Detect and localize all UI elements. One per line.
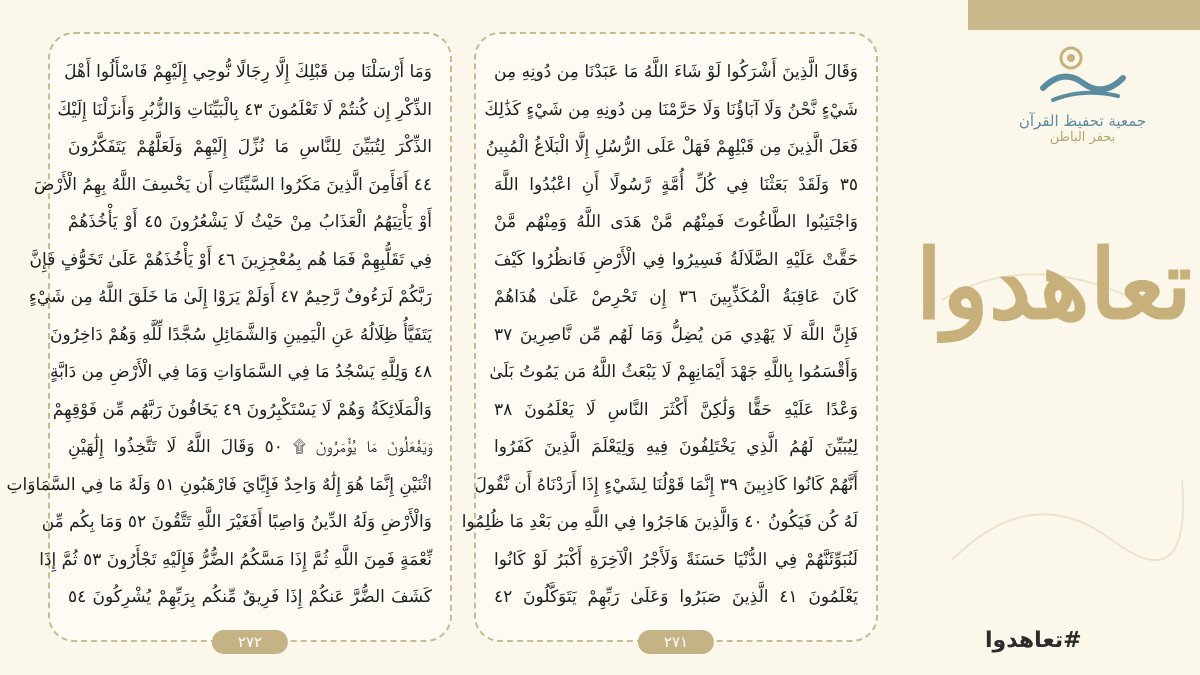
verse-line: شَيْءٍ نَّحْنُ وَلَا آبَاؤُنَا وَلَا حَرَّمْنَا مِن دُونِهِ مِن شَيْءٍ كَذَٰلِكَ bbox=[484, 99, 858, 120]
verse-line: ٣٥ وَلَقَدْ بَعَثْنَا فِي كُلِّ أُمَّةٍ رَّسُولًا أَنِ اعْبُدُوا اللَّهَ bbox=[494, 174, 858, 195]
verse-line: وَاجْتَنِبُوا الطَّاغُوتَ فَمِنْهُم مَّنْ هَدَى اللَّهُ وَمِنْهُم مَّنْ bbox=[494, 212, 858, 232]
verse-line: لِيُبَيِّنَ لَهُمُ الَّذِي يَخْتَلِفُونَ فِيهِ وَلِيَعْلَمَ الَّذِينَ كَفَرُوا bbox=[494, 437, 858, 457]
verse-line: أَنَّهُمْ كَانُوا كَاذِبِينَ ٣٩ إِنَّمَا قَوْلُنَا لِشَيْءٍ إِذَا أَرَدْنَاهُ أَن نَّقُولَ bbox=[474, 474, 858, 495]
verse-line: رَبَّكُمْ لَرَءُوفٌ رَّحِيمٌ ٤٧ أَوَلَمْ يَرَوْا إِلَىٰ مَا خَلَقَ اللَّهُ مِن شَيْءٍ bbox=[28, 287, 432, 307]
verse-line: أَوْ يَأْتِيَهُمُ الْعَذَابُ مِنْ حَيْثُ لَا يَشْعُرُونَ ٤٥ أَوْ يَأْخُذَهُمْ bbox=[68, 212, 432, 232]
org-logo bbox=[965, 38, 1200, 168]
verse-line: وَالْمَلَائِكَةُ وَهُمْ لَا يَسْتَكْبِرُونَ ٤٩ يَخَافُونَ رَبَّهُم مِّن فَوْقِهِمْ bbox=[52, 399, 432, 420]
verse-line: وَقَالَ الَّذِينَ أَشْرَكُوا لَوْ شَاءَ اللَّهُ مَا عَبَدْنَا مِن دُونِهِ مِن bbox=[494, 62, 858, 82]
verse-line: نِّعْمَةٍ فَمِنَ اللَّهِ ثُمَّ إِذَا مَسَّكُمُ الضُّرُّ فَإِلَيْهِ تَجْأَرُونَ ٥٣ ثُمَّ إِذَا bbox=[39, 549, 432, 570]
verse-line: ٤٨ وَلِلَّهِ يَسْجُدُ مَا فِي السَّمَاوَاتِ وَمَا فِي الْأَرْضِ مِن دَابَّةٍ bbox=[50, 362, 432, 382]
verse-line: الذِّكْرِ إِن كُنتُمْ لَا تَعْلَمُونَ ٤٣ بِالْبَيِّنَاتِ وَالزُّبُرِ وَأَنزَلْنَا إِلَيْكَ bbox=[57, 99, 432, 120]
page-number-left: ٢٧٢ bbox=[212, 630, 288, 654]
verse-line: اثْنَيْنِ إِنَّمَا هُوَ إِلَٰهٌ وَاحِدٌ فَإِيَّايَ فَارْهَبُونِ ٥١ وَلَهُ مَا فِي السَّمَاوَاتِ bbox=[6, 474, 432, 495]
verse-line: وَمَا أَرْسَلْنَا مِن قَبْلِكَ إِلَّا رِجَالًا نُّوحِي إِلَيْهِمْ فَاسْأَلُوا أَهْلَ bbox=[64, 62, 432, 82]
verse-line: وَيَفْعَلُونَ مَا يُؤْمَرُونَ ۩ ٥٠ وَقَالَ اللَّهُ لَا تَتَّخِذُوا إِلَٰهَيْنِ bbox=[68, 437, 432, 457]
org-city: بحفر الباطن bbox=[1049, 130, 1116, 145]
verse-line: وَعْدًا عَلَيْهِ حَقًّا وَلَٰكِنَّ أَكْثَرَ النَّاسِ لَا يَعْلَمُونَ ٣٨ bbox=[494, 399, 858, 420]
verse-line: وَالْأَرْضِ وَلَهُ الدِّينُ وَاصِبًا أَفَغَيْرَ اللَّهِ تَتَّقُونَ ٥٢ وَمَا بِكُم مِّن bbox=[41, 512, 432, 532]
org-name: جمعية تحفيظ القرآن bbox=[1018, 112, 1147, 130]
verse-lines-right bbox=[461, 54, 858, 617]
verse-line: فَإِنَّ اللَّهَ لَا يَهْدِي مَن يُضِلُّ وَمَا لَهُم مِّن نَّاصِرِينَ ٣٧ bbox=[494, 324, 858, 345]
verse-line: وَأَقْسَمُوا بِاللَّهِ جَهْدَ أَيْمَانِهِمْ لَا يَبْعَثُ اللَّهُ مَن يَمُوتُ بَلَىٰ bbox=[489, 362, 858, 382]
page-number-right: ٢٧١ bbox=[638, 630, 714, 654]
verse-line: كَانَ عَاقِبَةُ الْمُكَذِّبِينَ ٣٦ إِن تَحْرِصْ عَلَىٰ هُدَاهُمْ bbox=[494, 287, 858, 307]
verse-line: فَعَلَ الَّذِينَ مِن قَبْلِهِمْ فَهَلْ عَلَى الرُّسُلِ إِلَّا الْبَلَاغُ الْمُبِينُ bbox=[485, 137, 858, 157]
quran-page-left bbox=[6, 32, 452, 651]
verse-lines-left bbox=[6, 54, 432, 617]
verse-line: فِي تَقَلُّبِهِمْ فَمَا هُم بِمُعْجِزِينَ ٤٦ أَوْ يَأْخُذَهُمْ عَلَىٰ تَخَوُّفٍ فَإِنَّ bbox=[29, 249, 432, 270]
verse-line: كَشَفَ الضُّرَّ عَنكُمْ إِذَا فَرِيقٌ مِّنكُم بِرَبِّهِمْ يُشْرِكُونَ ٥٤ bbox=[68, 587, 432, 607]
verse-line: يَتَفَيَّأُ ظِلَالُهُ عَنِ الْيَمِينِ وَالشَّمَائِلِ سُجَّدًا لِّلَّهِ وَهُمْ دَاخِرُونَ bbox=[49, 324, 432, 345]
verse-line: لَنُبَوِّئَنَّهُمْ فِي الدُّنْيَا حَسَنَةً وَلَأَجْرُ الْآخِرَةِ أَكْبَرُ لَوْ كَانُوا bbox=[494, 549, 858, 570]
verse-line: لَهُ كُن فَيَكُونُ ٤٠ وَالَّذِينَ هَاجَرُوا فِي اللَّهِ مِن بَعْدِ مَا ظُلِمُوا bbox=[461, 512, 858, 532]
verse-line: ٤٤ أَفَأَمِنَ الَّذِينَ مَكَرُوا السَّيِّئَاتِ أَن يَخْسِفَ اللَّهُ بِهِمُ الْأَرْضَ bbox=[33, 174, 432, 195]
verse-line: حَقَّتْ عَلَيْهِ الضَّلَالَةُ فَسِيرُوا فِي الْأَرْضِ فَانظُرُوا كَيْفَ bbox=[494, 249, 858, 270]
slogan-calligraphy bbox=[912, 180, 1197, 620]
quran-page-right bbox=[461, 32, 878, 651]
hashtag: #تعاهدوا bbox=[985, 628, 1082, 653]
verse-line: يَعْلَمُونَ ٤١ الَّذِينَ صَبَرُوا وَعَلَىٰ رَبِّهِمْ يَتَوَكَّلُونَ ٤٢ bbox=[494, 587, 858, 607]
verse-line: الذِّكْرَ لِتُبَيِّنَ لِلنَّاسِ مَا نُزِّلَ إِلَيْهِمْ وَلَعَلَّهُمْ يَتَفَكَّرُونَ bbox=[68, 137, 432, 157]
logo-emblem-icon bbox=[1023, 38, 1143, 108]
slogan-text: تعاهدوا bbox=[915, 228, 1192, 341]
top-accent-bar bbox=[968, 0, 1200, 30]
